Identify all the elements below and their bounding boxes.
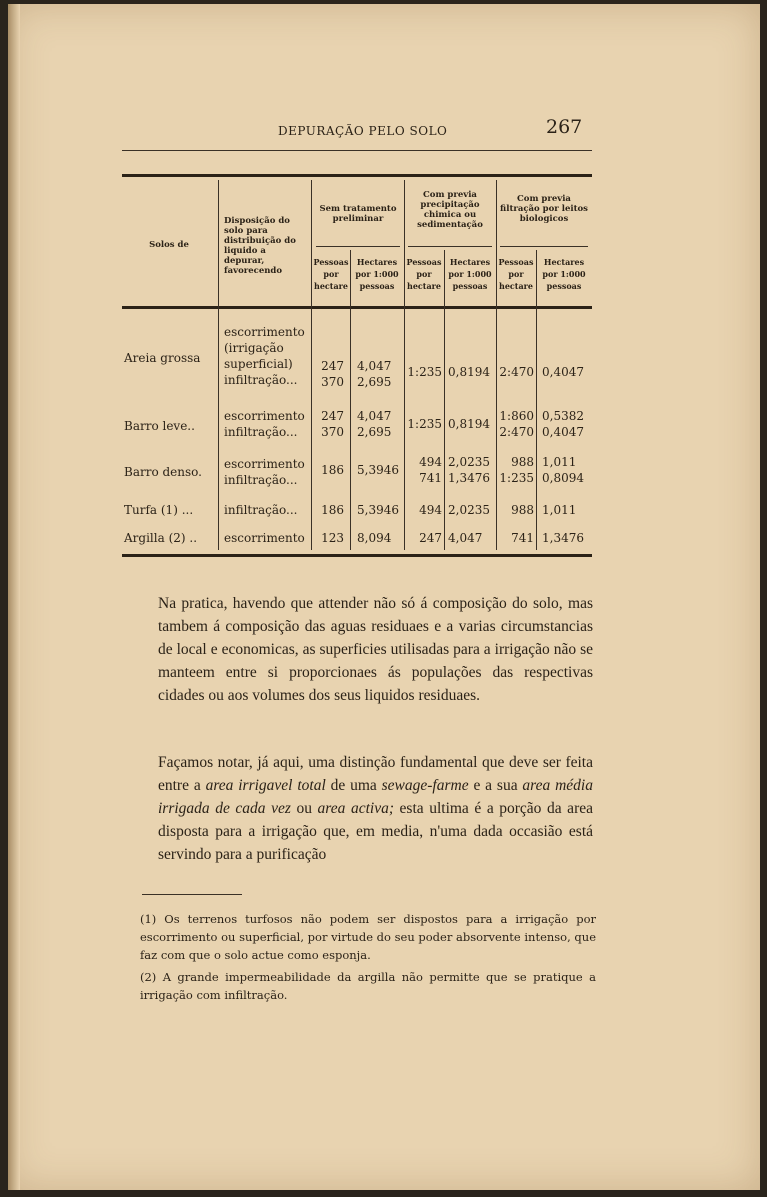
page-header [270, 116, 600, 146]
method: escorrimento [224, 457, 305, 471]
value: 1,011 [542, 455, 577, 469]
header-brace [408, 246, 492, 247]
header-disposicao: Disposição do solo para distribuição do liquido a depurar, favorecendo [224, 216, 296, 276]
header-solos: Solos de [149, 240, 189, 250]
value: 0,4047 [542, 425, 584, 439]
col-divider [496, 180, 497, 550]
table-bottom-rule [122, 554, 592, 557]
italic-term: area irrigavel total [205, 777, 326, 794]
header-brace [500, 246, 588, 247]
value: 1:235 [499, 471, 534, 485]
value: 2,695 [357, 375, 392, 389]
soil-name: Turfa (1) ... [124, 503, 194, 517]
value: 2:470 [499, 425, 534, 439]
value: 1,3476 [542, 531, 584, 545]
method: escorrimento [224, 531, 305, 545]
header-previa-filtracao: Com previa filtração por leitos biologicos [500, 194, 588, 224]
value: 494 [419, 455, 442, 469]
value: 0,8194 [448, 365, 490, 379]
paragraph-text: e a sua [468, 777, 523, 794]
value: 1,3476 [448, 471, 490, 485]
value: 2,695 [357, 425, 392, 439]
value: 0,4047 [542, 365, 584, 379]
header-bottom-rule [122, 306, 592, 309]
value: 2,0235 [448, 455, 490, 469]
italic-term: area activa; [317, 800, 394, 817]
soil-name: Barro leve.. [124, 419, 195, 433]
value: 741 [419, 471, 442, 485]
paragraph [158, 592, 593, 707]
footnote-rule [142, 894, 242, 895]
header-brace [316, 246, 400, 247]
method: infiltração... [224, 473, 298, 487]
value: 370 [321, 425, 344, 439]
value: 247 [419, 531, 442, 545]
header-rule [122, 150, 592, 151]
value: 988 [511, 503, 534, 517]
subheader-pessoas: Pessoas por hectare [313, 257, 349, 291]
subheader-pessoas: Pessoas por hectare [498, 257, 534, 291]
paragraph-text: Façamos notar, já aqui, uma distinção fundamental que deve ser feita entre a [158, 754, 593, 794]
paragraph-text: de uma [325, 777, 382, 794]
method: infiltração... [224, 373, 298, 387]
value: 4,047 [448, 531, 483, 545]
paragraph-text: esta ultima é a porção da area disposta para a irrigação que, em media, n'uma dada occasião está servindo para a purificação [158, 800, 593, 863]
soil-table [122, 174, 592, 574]
value: 370 [321, 375, 344, 389]
value: 741 [511, 531, 534, 545]
col-divider [536, 250, 537, 550]
value: 123 [321, 531, 344, 545]
method: infiltração... [224, 425, 298, 439]
value: 2:470 [499, 365, 534, 379]
value: 247 [321, 409, 344, 423]
italic-term: area média irrigada de cada vez [158, 777, 593, 817]
method: escorrimento [224, 325, 305, 339]
method: escorrimento [224, 409, 305, 423]
value: 1:860 [499, 409, 534, 423]
col-divider [404, 180, 405, 550]
value: 1,011 [542, 503, 577, 517]
method: infiltração... [224, 503, 298, 517]
value: 1:235 [407, 417, 442, 431]
value: 247 [321, 359, 344, 373]
value: 186 [321, 503, 344, 517]
subheader-pessoas: Pessoas por hectare [406, 257, 442, 291]
col-divider [444, 250, 445, 550]
value: 494 [419, 503, 442, 517]
method: superficial) [224, 357, 293, 371]
value: 4,047 [357, 359, 392, 373]
value: 4,047 [357, 409, 392, 423]
value: 0,8194 [448, 417, 490, 431]
soil-name: Areia grossa [124, 351, 201, 365]
paragraph-text: Na pratica, havendo que attender não só á composição do solo, mas tambem á composição das aguas residuaes e a varias circumstancias de local e economicas, as superficies utilisadas para a irrigação não se manteem entre si proporcionaes ás populações das respectivas cidades ou aos volumes dos seus liquidos residuaes. [158, 595, 593, 704]
paragraph-text: ou [290, 800, 318, 817]
col-divider [350, 250, 351, 550]
running-title: DEPURAÇÃO PELO SOLO [278, 124, 448, 138]
value: 2,0235 [448, 503, 490, 517]
italic-term: sewage-farme [381, 777, 469, 794]
footnote-1: (1) Os terrenos turfosos não podem ser dispostos para a irrigação por escorrimento ou superficial, por virtude do seu poder absorvente intenso, que faz com que o solo actue como esponja. [140, 912, 596, 962]
page-number: 267 [546, 116, 583, 138]
page-edge-shadow [8, 4, 20, 1190]
value: 8,094 [357, 531, 392, 545]
subheader-hectares: Hectares por 1:000 pessoas [542, 257, 586, 291]
method: (irrigação [224, 341, 284, 355]
value: 5,3946 [357, 503, 399, 517]
value: 988 [511, 455, 534, 469]
header-previa-precipitacao: Com previa precipitação chimica ou sedimentação [417, 190, 483, 230]
value: 5,3946 [357, 463, 399, 477]
value: 1:235 [407, 365, 442, 379]
paragraph [158, 751, 593, 866]
soil-name: Argilla (2) .. [124, 531, 198, 545]
value: 0,5382 [542, 409, 584, 423]
col-divider [218, 180, 219, 550]
footnote-2: (2) A grande impermeabilidade da argilla não permitte que se pratique a irrigação com infiltração. [140, 970, 596, 1002]
value: 186 [321, 463, 344, 477]
value: 0,8094 [542, 471, 584, 485]
subheader-hectares: Hectares por 1:000 pessoas [448, 257, 492, 291]
soil-name: Barro denso. [124, 465, 202, 479]
subheader-hectares: Hectares por 1:000 pessoas [355, 257, 399, 291]
book-page [8, 4, 760, 1190]
table-top-rule [122, 174, 592, 177]
header-sem-tratamento: Sem tratamento preliminar [319, 204, 397, 224]
